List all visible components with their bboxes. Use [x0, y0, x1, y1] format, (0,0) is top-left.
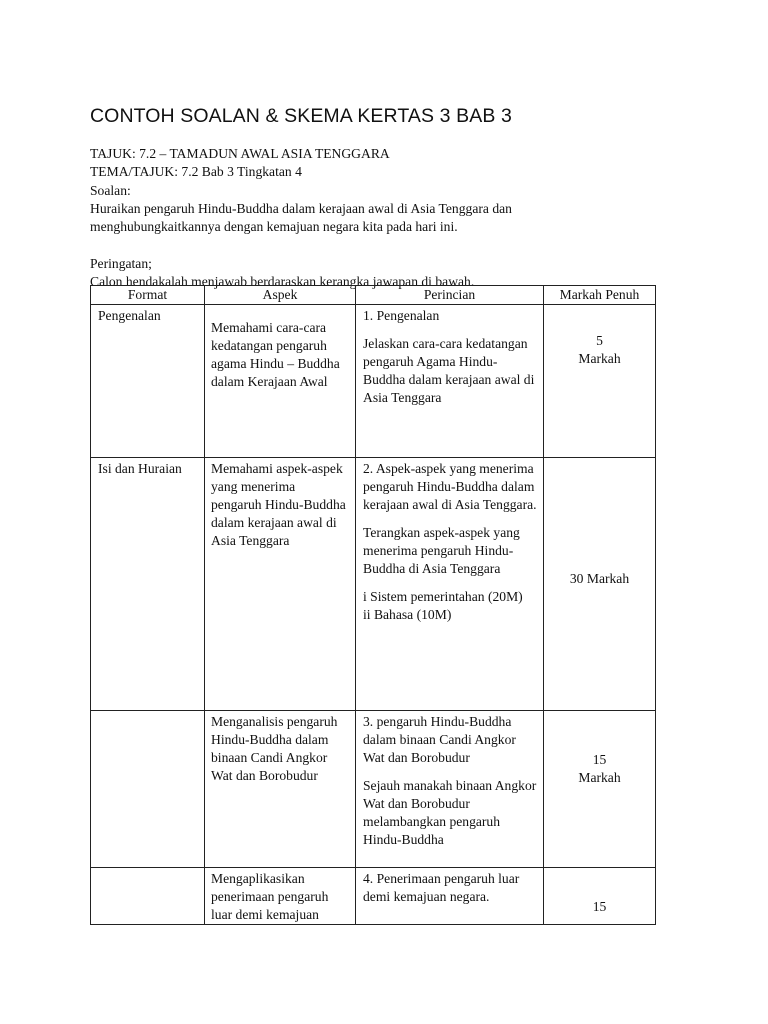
aspek-text: Menganalisis pengaruh Hindu-Buddha dalam binaan Candi Angkor Wat dan Borobudur — [211, 714, 338, 783]
markah-number: 5 — [596, 333, 603, 348]
perincian-title: 2. Aspek-aspek yang menerima pengaruh Hindu-Buddha dalam kerajaan awal di Asia Tenggara. — [363, 461, 537, 512]
table-row — [91, 711, 656, 868]
header-perincian: Perincian — [356, 286, 544, 305]
page-title: CONTOH SOALAN & SKEMA KERTAS 3 BAB 3 — [90, 105, 512, 127]
table-row — [91, 458, 656, 711]
header-format: Format — [91, 286, 205, 305]
tema-line: TEMA/TAJUK: 7.2 Bab 3 Tingkatan 4 — [90, 164, 302, 180]
aspek-cell — [205, 868, 356, 925]
markah-unit: Markah — [578, 351, 621, 366]
answer-scheme-table — [90, 285, 656, 925]
markah-cell — [544, 305, 656, 458]
table-row — [91, 868, 656, 925]
question-info — [90, 145, 670, 291]
format-cell — [91, 458, 205, 711]
format-cell — [91, 305, 205, 458]
aspek-cell — [205, 711, 356, 868]
perincian-item: i Sistem pemerintahan (20M) — [363, 589, 523, 604]
format-text — [91, 711, 204, 713]
format-text: Pengenalan — [98, 308, 161, 323]
markah-cell — [544, 458, 656, 711]
perincian-cell — [356, 711, 544, 868]
markah-number: 15 — [592, 899, 607, 914]
perincian-cell — [356, 458, 544, 711]
markah-cell — [544, 868, 656, 925]
aspek-text: Memahami cara-cara kedatangan pengaruh agama Hindu – Buddha dalam Kerajaan Awal — [211, 320, 340, 389]
aspek-cell — [205, 458, 356, 711]
soalan-label: Soalan: — [90, 182, 131, 198]
perincian-title: 3. pengaruh Hindu-Buddha dalam binaan Candi Angkor Wat dan Borobudur — [363, 714, 516, 765]
soalan-text-line-2: menghubungkaitkannya dengan kemajuan negara kita pada hari ini. — [90, 219, 458, 235]
perincian-title: 1. Pengenalan — [363, 308, 440, 323]
peringatan-text: Calon hendakalah menjawab berdaraskan kerangka jawapan di bawah. — [90, 274, 475, 290]
header-aspek: Aspek — [205, 286, 356, 305]
format-text: Isi dan Huraian — [98, 461, 182, 476]
markah-unit: Markah — [578, 770, 621, 785]
markah-number: 15 — [592, 752, 607, 767]
perincian-body: Jelaskan cara-cara kedatangan pengaruh Agama Hindu-Buddha dalam kerajaan awal di Asia Tenggara — [363, 336, 535, 405]
aspek-text: Memahami aspek-aspek yang menerima pengaruh Hindu-Buddha dalam kerajaan awal di Asia Tenggara — [211, 461, 346, 548]
tajuk-line: TAJUK: 7.2 – TAMADUN AWAL ASIA TENGGARA — [90, 146, 390, 161]
table-header-row — [91, 286, 656, 305]
spacer — [90, 236, 670, 254]
perincian-cell — [356, 868, 544, 925]
format-cell — [91, 868, 205, 925]
perincian-body: Terangkan aspek-aspek yang menerima pengaruh Hindu-Buddha di Asia Tenggara — [363, 525, 520, 576]
aspek-text: Mengaplikasikan penerimaan pengaruh luar demi kemajuan — [211, 871, 329, 922]
soalan-text-line-1: Huraikan pengaruh Hindu-Buddha dalam kerajaan awal di Asia Tenggara dan — [90, 200, 512, 216]
markah-text: 30 Markah — [569, 571, 630, 586]
table-row — [91, 305, 656, 458]
aspek-cell — [205, 305, 356, 458]
header-markah-penuh: Markah Penuh — [544, 286, 656, 305]
markah-cell — [544, 711, 656, 868]
peringatan-label: Peringatan; — [90, 255, 152, 271]
perincian-body: Sejauh manakah binaan Angkor Wat dan Borobudur melambangkan pengaruh Hindu-Buddha — [363, 778, 537, 847]
perincian-title: 4. Penerimaan pengaruh luar demi kemajuan negara. — [363, 871, 520, 904]
format-cell — [91, 711, 205, 868]
perincian-cell — [356, 305, 544, 458]
format-text — [91, 868, 204, 870]
perincian-item: ii Bahasa (10M) — [363, 607, 452, 622]
